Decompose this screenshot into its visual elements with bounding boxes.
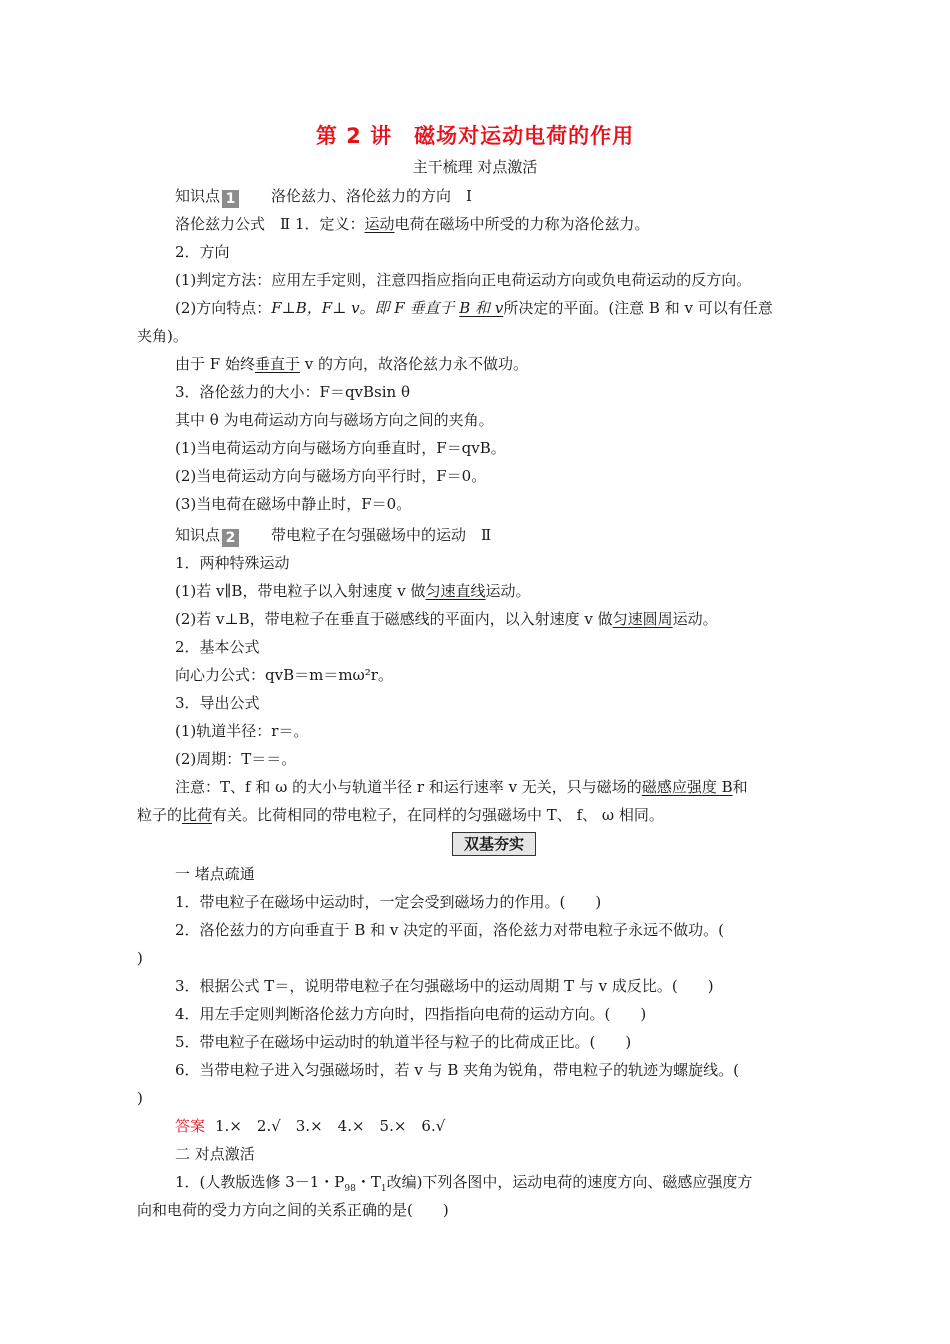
page-subtitle: 主干梳理 对点激活 bbox=[412, 158, 538, 176]
question-2-cont: ) bbox=[137, 949, 143, 967]
underlined-answer: 磁感应强度 B bbox=[641, 778, 733, 796]
text: ・T bbox=[355, 1173, 381, 1191]
exercise-1-cont: 向和电荷的受力方向之间的关系正确的是( ) bbox=[137, 1201, 449, 1219]
text: 电荷在磁场中所受的力称为洛伦兹力。 bbox=[394, 215, 650, 233]
underlined-answer: 运动 bbox=[364, 215, 395, 233]
text-line: 其中 θ 为电荷运动方向与磁场方向之间的夹角。 bbox=[175, 411, 494, 429]
kp-label: 知识点 bbox=[175, 187, 221, 205]
note-line-cont bbox=[137, 804, 664, 826]
text-line: (2)周期：T＝＝。 bbox=[175, 750, 297, 768]
direction-line bbox=[175, 297, 773, 319]
subscript: 98 bbox=[344, 1184, 356, 1194]
underlined-answer: B 和 v bbox=[459, 299, 504, 317]
text: 有关。比荷相同的带电粒子，在同样的匀强磁场中 T、 f、 ω 相同。 bbox=[212, 806, 664, 824]
page-title: 第 2 讲 磁场对运动电荷的作用 bbox=[315, 124, 635, 148]
text: (2)若 v⊥B，带电粒子在垂直于磁感线的平面内，以入射速度 v 做 bbox=[175, 610, 613, 628]
question-3: 3．根据公式 T＝，说明带电粒子在匀强磁场中的运动周期 T 与 v 成反比。( ) bbox=[175, 977, 714, 995]
text-line: 2．基本公式 bbox=[175, 638, 260, 656]
text: 由于 F 始终 bbox=[175, 355, 255, 373]
text-line: 3．洛伦兹力的大小：F＝qvBsin θ bbox=[175, 383, 411, 401]
kp-title: 带电粒子在匀强磁场中的运动 Ⅱ bbox=[271, 526, 492, 544]
text-line: (1)轨道半径：r＝。 bbox=[175, 722, 309, 740]
text: 和 bbox=[732, 778, 748, 796]
text-line: (3)当电荷在磁场中静止时，F＝0。 bbox=[175, 495, 412, 513]
text: 运动。 bbox=[485, 582, 531, 600]
answer-text: 1.× 2.√ 3.× 4.× 5.× 6.√ bbox=[215, 1117, 446, 1135]
definition-line bbox=[175, 213, 650, 235]
text-line: 3．导出公式 bbox=[175, 694, 260, 712]
text-line: 2．方向 bbox=[175, 243, 230, 261]
section-heading: 一 堵点疏通 bbox=[175, 865, 255, 883]
kp-title: 洛伦兹力、洛伦兹力的方向 Ⅰ bbox=[271, 187, 472, 205]
underlined-answer: 匀速圆周 bbox=[612, 610, 673, 628]
question-6-cont: ) bbox=[137, 1089, 143, 1107]
text-line: (1)判定方法：应用左手定则，注意四指应指向正电荷运动方向或负电荷运动的反方向。 bbox=[175, 271, 752, 289]
subscript: 1 bbox=[380, 1184, 387, 1194]
text: 洛伦兹力公式 Ⅱ 1．定义： bbox=[175, 215, 365, 233]
question-1: 1．带电粒子在磁场中运动时，一定会受到磁场力的作用。( ) bbox=[175, 893, 602, 911]
text-line: (2)当电荷运动方向与磁场方向平行时，F＝0。 bbox=[175, 467, 487, 485]
kp-number-badge: 1 bbox=[222, 190, 239, 208]
section-heading: 二 对点激活 bbox=[175, 1145, 255, 1163]
underlined-answer: 比荷 bbox=[182, 806, 213, 824]
question-2: 2．洛伦兹力的方向垂直于 B 和 v 决定的平面，洛伦兹力对带电粒子永远不做功。( bbox=[175, 921, 724, 939]
note-line bbox=[175, 776, 748, 798]
no-work-line bbox=[175, 353, 528, 375]
answer-line bbox=[175, 1115, 445, 1137]
kp-number-badge: 2 bbox=[222, 529, 239, 547]
text: v 的方向，故洛伦兹力永不做功。 bbox=[299, 355, 528, 373]
text: 运动。 bbox=[672, 610, 718, 628]
text: 改编)下列各图中，运动电荷的速度方向、磁感应强度方 bbox=[386, 1173, 753, 1191]
knowledge-point-2-heading bbox=[175, 524, 491, 547]
knowledge-point-1-heading bbox=[175, 185, 472, 208]
text-line: 夹角)。 bbox=[137, 327, 188, 345]
text: (2)方向特点： bbox=[175, 299, 272, 317]
motion-line-1 bbox=[175, 580, 530, 602]
exercise-1 bbox=[175, 1171, 752, 1200]
text: 注意：T、f 和 ω 的大小与轨道半径 r 和运行速率 v 无关，只与磁场的 bbox=[175, 778, 642, 796]
question-5: 5．带电粒子在磁场中运动时的轨道半径与粒子的比荷成正比。( ) bbox=[175, 1033, 632, 1051]
motion-line-2 bbox=[175, 608, 718, 630]
question-4: 4．用左手定则判断洛伦兹力方向时，四指指向电荷的运动方向。( ) bbox=[175, 1005, 647, 1023]
text: F⊥B，F⊥ v。即 F 垂直于 bbox=[271, 299, 460, 317]
text-line: 向心力公式：qvB＝m＝mω²r。 bbox=[175, 666, 393, 684]
text: 所决定的平面。(注意 B 和 v 可以有任意 bbox=[503, 299, 773, 317]
underlined-answer: 垂直于 bbox=[254, 355, 300, 373]
answer-label: 答案 bbox=[175, 1117, 206, 1135]
text: 1．(人教版选修 3－1・P bbox=[175, 1173, 345, 1191]
kp-label: 知识点 bbox=[175, 526, 221, 544]
underlined-answer: 匀速直线 bbox=[425, 582, 486, 600]
text-line: (1)当电荷运动方向与磁场方向垂直时，F＝qvB。 bbox=[175, 439, 506, 457]
text-line: 1．两种特殊运动 bbox=[175, 554, 290, 572]
question-6: 6．当带电粒子进入匀强磁场时，若 v 与 B 夹角为锐角，带电粒子的轨迹为螺旋线。( bbox=[175, 1061, 739, 1079]
section-banner: 双基夯实 bbox=[452, 832, 536, 856]
text: 粒子的 bbox=[137, 806, 183, 824]
text: (1)若 v∥B，带电粒子以入射速度 v 做 bbox=[175, 582, 426, 600]
